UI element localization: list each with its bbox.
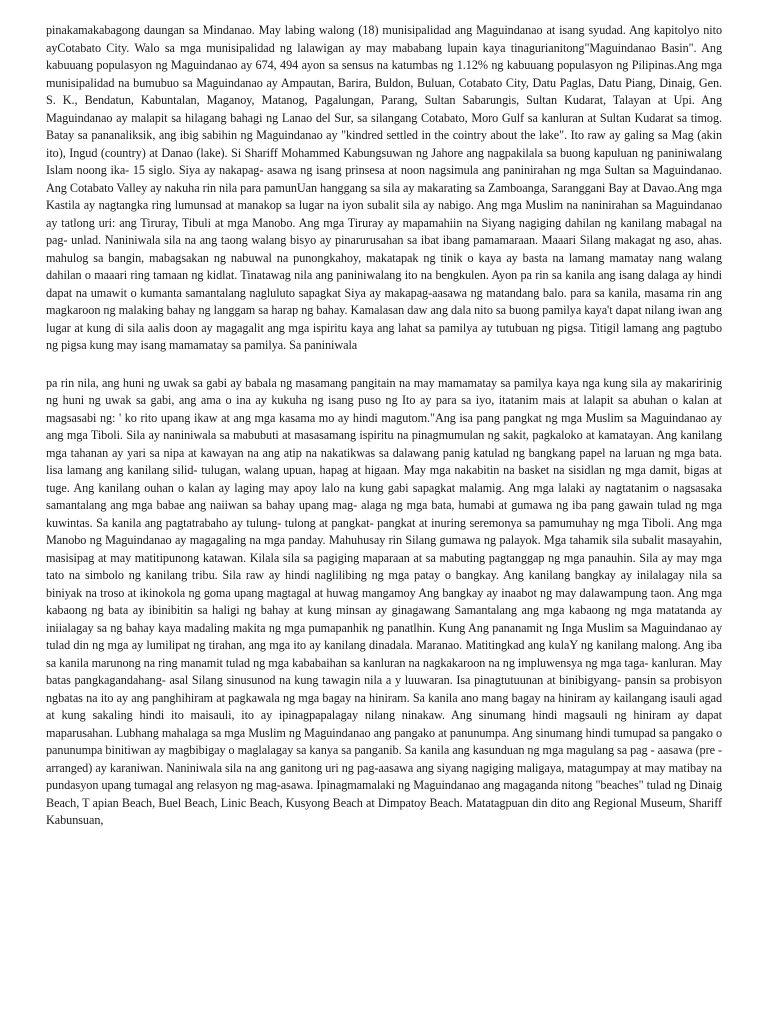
paragraph-1: pinakamakabagong daungan sa Mindanao. May labing walong (18) munisipalidad ang Maguindanao at isang syudad. Ang kapitolyo nito ayCotabato City. Walo sa mga munisipalidad ng lalawigan ay may mababang lupain kaya tinagurianitong"Maguindanao Basin". Ang kabuuang populasyon ng Maguindanao ay 674, 494 ayon sa sensus na katumbas ng 1.12% ng kabuuang populasyon ng Pilipinas.Ang mga munisipalidad na bumubuo sa Maguindanao ay Ampautan, Barira, Buldon, Buluan, Cotabato City, Datu Paglas, Datu Piang, Dinaig, Gen. S. K., Bendatun, Kabuntalan, Maganoy, Matanog, Pagalungan, Parang, Sultan Sabarungis, Sultan Kudarat, Talayan at Upi. Ang Maguindanao ay malapit sa hilagang bahagi ng Lanao del Sur, sa silangang Cotabato, Moro Gulf sa kanluran at Sultan Kudarat sa timog. Batay sa pananaliksik, ang ibig sabihin ng Maguindanao ay "kindred settled in the cointry about the lake". Ito raw ay galing sa Mag (akin ito), Ingud (country) at Danao (lake). Si Shariff Mohammed Kabungsuwan ng Jahore ang nagpakilala sa buong kapuluan ng paniniwalang Islam noong ika- 15 siglo. Siya ay nakapag- asawa ng isang prinsesa at noon nagsimula ang paninirahan ng mga Sultan sa Maguindanao. Ang Cotabato Valley ay nakuha rin nila para pamunUan hanggang sa sila ay makarating sa Zamboanga, Saranggani Bay at Davao.Ang mga Kastila ay nagtangka ring lumunsad at manakop sa lugar na iyon subalit sila ay nabigo. Ang mga Muslim na naninirahan sa Maguindanao ay tatlong uri: ang Tiruray, Tibuli at mga Manobo. Ang mga Tiruray ay mapamahiin na Siyang nagiging dahilan ng kanilang mabagal na pag- unlad. Naniniwala sila na ang taong walang bisyo ay pinarurusahan sa ibat ibang pamamaraan. Maaari Silang makagat ng aso, ahas. mahulog sa bangin, mabagsakan ng nabuwal na punongkahoy, makatapak ng tinik o kaya ay basta na lamang mamatay nang walang dahilan o maaari ring tamaan ng kidlat. Tinatawag nila ang paniniwalang ito na bengkulen. Ayon pa rin sa kanila ang isang dalaga ay hindi dapat na umawit o kumanta samantalang nagluluto sapagkat Siya ay makapag-aasawa ng matandang balo. para sa kanila, masama rin ang magkaroon ng malaking bahay ng langgam sa harap ng bahay. Kamalasan daw ang dala nito sa buong pamilya kaya't dapat nilang iwan ang lugar at kung di sila aalis doon ay magagalit ang mga ispiritu kaya ang lahat sa pamilya ay tutubuan ng pigsa. Titigil lamang ang pagtubo ng pigsa kung may isang mamamatay sa pamilya. Sa paniniwala bbox=[46, 23, 722, 352]
paragraph-2: pa rin nila, ang huni ng uwak sa gabi ay babala ng masamang pangitain na may mamamatay sa pamilya kaya nga kung sila ay makaririnig ng huni ng uwak sa gabi, ang ama o ina ay kukuha ng isang puso ng Ito ay para sa iyo, itatanim mais at lalapit sa abuhan o kalan at magsasabi ng: ' ko rito upang ikaw at ang mga kasama mo ay hindi magutom."Ang isa pang pangkat ng mga Muslim sa Maguindanao ay ang mga Tiboli. Sila ay naniniwala sa mabubuti at masasamang ispiritu na pinagmumulan ng sakit, pagkaloko at kamatayan. Ang kanilang mga tahanan ay yari sa nipa at kawayan na ang atip na nakatikwas sa dalawang panig katulad ng bangkang papel na laruan ng mga bata. lisa lamang ang kanilang silid- tulugan, walang upuan, hapag at higaan. May mga nakabitin na basket na sisidlan ng mga damit, bigas at tuge. Ang kanilang ouhan o kalan ay laging may apoy lalo na kung gabi sapagkat malamig. Ang mga lalaki ay nagtatanim o nagsasaka samantalang ang mga babae ang naiiwan sa bahay upang mag- alaga ng mga bata, humabi at gumawa ng iba pang gawain tulad ng mga kuwintas. Sa kanila ang pagtatrabaho ay tulung- tulong at pangkat- pangkat at inuring seremonya sa pamumuhay ng mga Tiboli. Ang mga Manobo ng Maguindanao ay magagaling na mga panday. Mahuhusay rin Silang gumawa ng palayok. Mga tahamik sila subalit masayahin, masisipag at may matitipunong katawan. Kilala sila sa pagiging maparaan at sa mabuting pagtanggap ng mga panauhin. Sila ay may mga tato na simbolo ng kanilang tribu. Sila raw ay hindi naglilibing ng mga patay o bangkay. Ang kanilang bangkay ay inilalagay nila sa biniyak na troso at ikinokola ng goma upang magtagal at huwag mangamoy Ang bangkay ay inaabot ng may dalawampung taon. Ang mga kabaong ng bata ay ibinibitin sa haligi ng bahay at kung minsan ay ginagawang Samantalang ang mga kabaong ng mga matatanda ay iniialagay sa ng bahay kaya madaling makita ng mga pumapanhik ng panatlhin. Kung Ang pananamit ng Inga Muslim sa Maguindanao ay tulad din ng mga ay lumilipat ng tirahan, ang mga ito ay kanilang dinadala. Maranao. Matitingkad ang kulaY ng kanilang malong. Ang iba sa kanila marunong na ring manamit tulad ng mga kababaihan sa kanluran na nagkakaroon na ng impluwensya ng mga taga- kanluran. May batas pangkagandahang- asal Silang sinusunod na kung tawagin nila a y luuwaran. Isa pinagtutuunan at binibigyang- pansin sa probisyon ngbatas na ito ay ang panghihiram at pagkawala ng mga bagay na hiniram. Sa kanila ano mang bagay na hiniram ay kailangang isauli agad at kung sakaling hindi ito maisauli, ito ay ipinagpapalagay nilang ninakaw. Ang sinumang hindi magsauli ng hiniram ay dapat maparusahan. Lubhang mahalaga sa mga Muslim ng Maguindanao ang pangako at panunumpa. Ang sinumang hindi tumupad sa pangako o panunumpa binitiwan ay magbibigay o maglalagay sa kanya sa panganib. Sa kanila ang kasunduan ng mga magulang sa pag - aasawa (pre -arranged) ay karaniwan. Naniniwala sila na ang ganitong uri ng pag-aasawa ang siyang nagiging maligaya, matagumpay at may matibay na pundasyon upang tumagal ang relasyon ng mag-asawa. Ipinagmamalaki ng Maguindanao ang magaganda nitong "beaches" tulad ng Dinaig Beach, T apian Beach, Buel Beach, Linic Beach, Kusyong Beach at Dimpatoy Beach. Matatagpuan din dito ang Regional Museum, Shariff Kabunsuan, bbox=[46, 375, 722, 827]
document-page bbox=[46, 22, 722, 830]
